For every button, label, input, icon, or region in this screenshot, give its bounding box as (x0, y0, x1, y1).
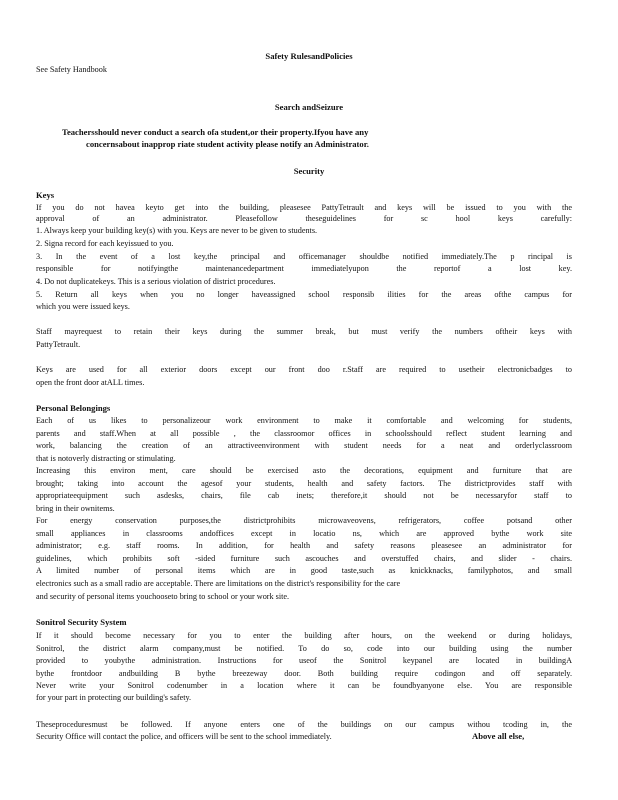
keys-line: responsible for notifyingthe maintenancedepartment immediatelyupon the reportof a lost key. (36, 264, 572, 273)
sonitrol-line: bythe frontdoor andbuilding B bythe breezeway door. Both building require codingon and off separately. (36, 669, 572, 678)
personal-belongings-heading: Personal Belongings (36, 403, 111, 413)
personal-line: and security of personal items youchooseto bring to school or your work site. (36, 592, 290, 601)
keys-line: 5. Return all keys when you no longer haveassigned school responsib ilities for the areas ofthe campus for (36, 290, 572, 299)
personal-line: parents and staff.When at all possible , the classroomor offices in schoolsshould reflect student learning and (36, 429, 572, 438)
personal-line: small appliances in classrooms andoffices except in locatio ns, which are approved bythe work site (36, 529, 572, 538)
personal-line: work, balancing the creation of an attractiveenvironment with student needs for a neat and orderlyclassroom (36, 441, 572, 450)
keys-line: which you were issued keys. (36, 302, 130, 311)
search-seizure-line-1: Teachersshould never conduct a search ofa student,or their property.Ifyou have any (62, 127, 369, 137)
personal-line: brought; taking into account the agesof your students, health and safety factors. The districtprovides staff with (36, 479, 572, 488)
sonitrol-heading: Sonitrol Security System (36, 617, 127, 627)
keys-retain-line: Staff mayrequest to retain their keys during the summer break, but must verify the numbers oftheir keys with (36, 327, 572, 336)
personal-line: Increasing this environ ment, care should be exercised asto the decorations, equipment and furniture that are (36, 466, 572, 475)
keys-line: 4. Do not duplicatekeys. This is a serious violation of district procedures. (36, 277, 276, 286)
sonitrol-line: Never write your Sonitrol codenumber in a location where it can be foundbyanyone else. You are responsible (36, 681, 572, 690)
personal-line: guidelines, which prohibits soft -sided furniture such ascouches and overstuffed chairs, and slider - chairs. (36, 554, 572, 563)
see-handbook-line: See Safety Handbook (36, 65, 107, 74)
procedures-line-1: Theseproceduresmust be followed. If anyone enters one of the buildings on our campus withou tcoding in, the (36, 720, 572, 729)
keys-line: approval of an administrator. Pleasefollow theseguidelines for sc hool keys carefully: (36, 214, 572, 223)
personal-line: Each of us likes to personalizeour work environment to make it comfortable and welcoming for students, (36, 416, 572, 425)
keys-line: 3. In the event of a lost key,the principal and officemanager shouldbe notified immediately.The p rincipal is (36, 252, 572, 261)
sonitrol-line: for your part in protecting our building's safety. (36, 693, 192, 702)
keys-doors-line: Keys are used for all exterior doors except our front doo r.Staff are required to usetheir electronicbadges to (36, 365, 572, 374)
personal-line: electronics such as a small radio are acceptable. There are limitations on the district's responsibility for the care (36, 579, 401, 588)
keys-line: If you do not havea keyto get into the building, pleasesee PattyTetrault and keys will be issued to you with the (36, 203, 572, 212)
sonitrol-line: provided to youbythe administration. Instructions for useof the Sonitrol keypanel are located in buildingA (36, 656, 572, 665)
keys-line: 2. Signa record for each keyissued to you. (36, 239, 174, 248)
security-heading: Security (293, 166, 325, 176)
procedures-line-2: Security Office will contact the police, and officers will be sent to the school immediately. (36, 732, 332, 741)
keys-line: 1. Always keep your building key(s) with you. Keys are never to be given to students. (36, 226, 318, 235)
personal-line: For energy conservation purposes,the districtprohibits microwaveovens, refrigerators, coffee potsand other (36, 516, 572, 525)
keys-heading: Keys (36, 190, 55, 200)
sonitrol-line: If it should become necessary for you to enter the building after hours, on the weekend or during holidays, (36, 631, 572, 640)
personal-line: administrator; e.g. staff rooms. In addition, for health and safety reasons pleasesee an administrator for (36, 541, 572, 550)
page-title: Safety RulesandPolicies (265, 51, 353, 61)
sonitrol-line: Sonitrol, the district alarm company,must be notified. To do so, code into our building using the number (36, 644, 572, 653)
search-seizure-line-2: concernsabout inapprop riate student activity please notify an Administrator. (86, 139, 369, 149)
keys-doors-line: open the front door atALL times. (36, 378, 145, 387)
procedures-emphasis: Above all else, (472, 731, 525, 741)
personal-line: A limited number of personal items which are in good taste,such as knickknacks, familyphotos, and small (36, 566, 572, 575)
personal-line: appropriateequipment such asdesks, chairs, file cab inets; therefore,it should not be necessaryfor staff to (36, 491, 572, 500)
search-seizure-heading: Search andSeizure (274, 102, 344, 112)
personal-line: that is notoverly distracting or stimulating. (36, 454, 176, 463)
keys-retain-line: PattyTetrault. (36, 340, 81, 349)
personal-line: bring in their ownitems. (36, 504, 115, 513)
